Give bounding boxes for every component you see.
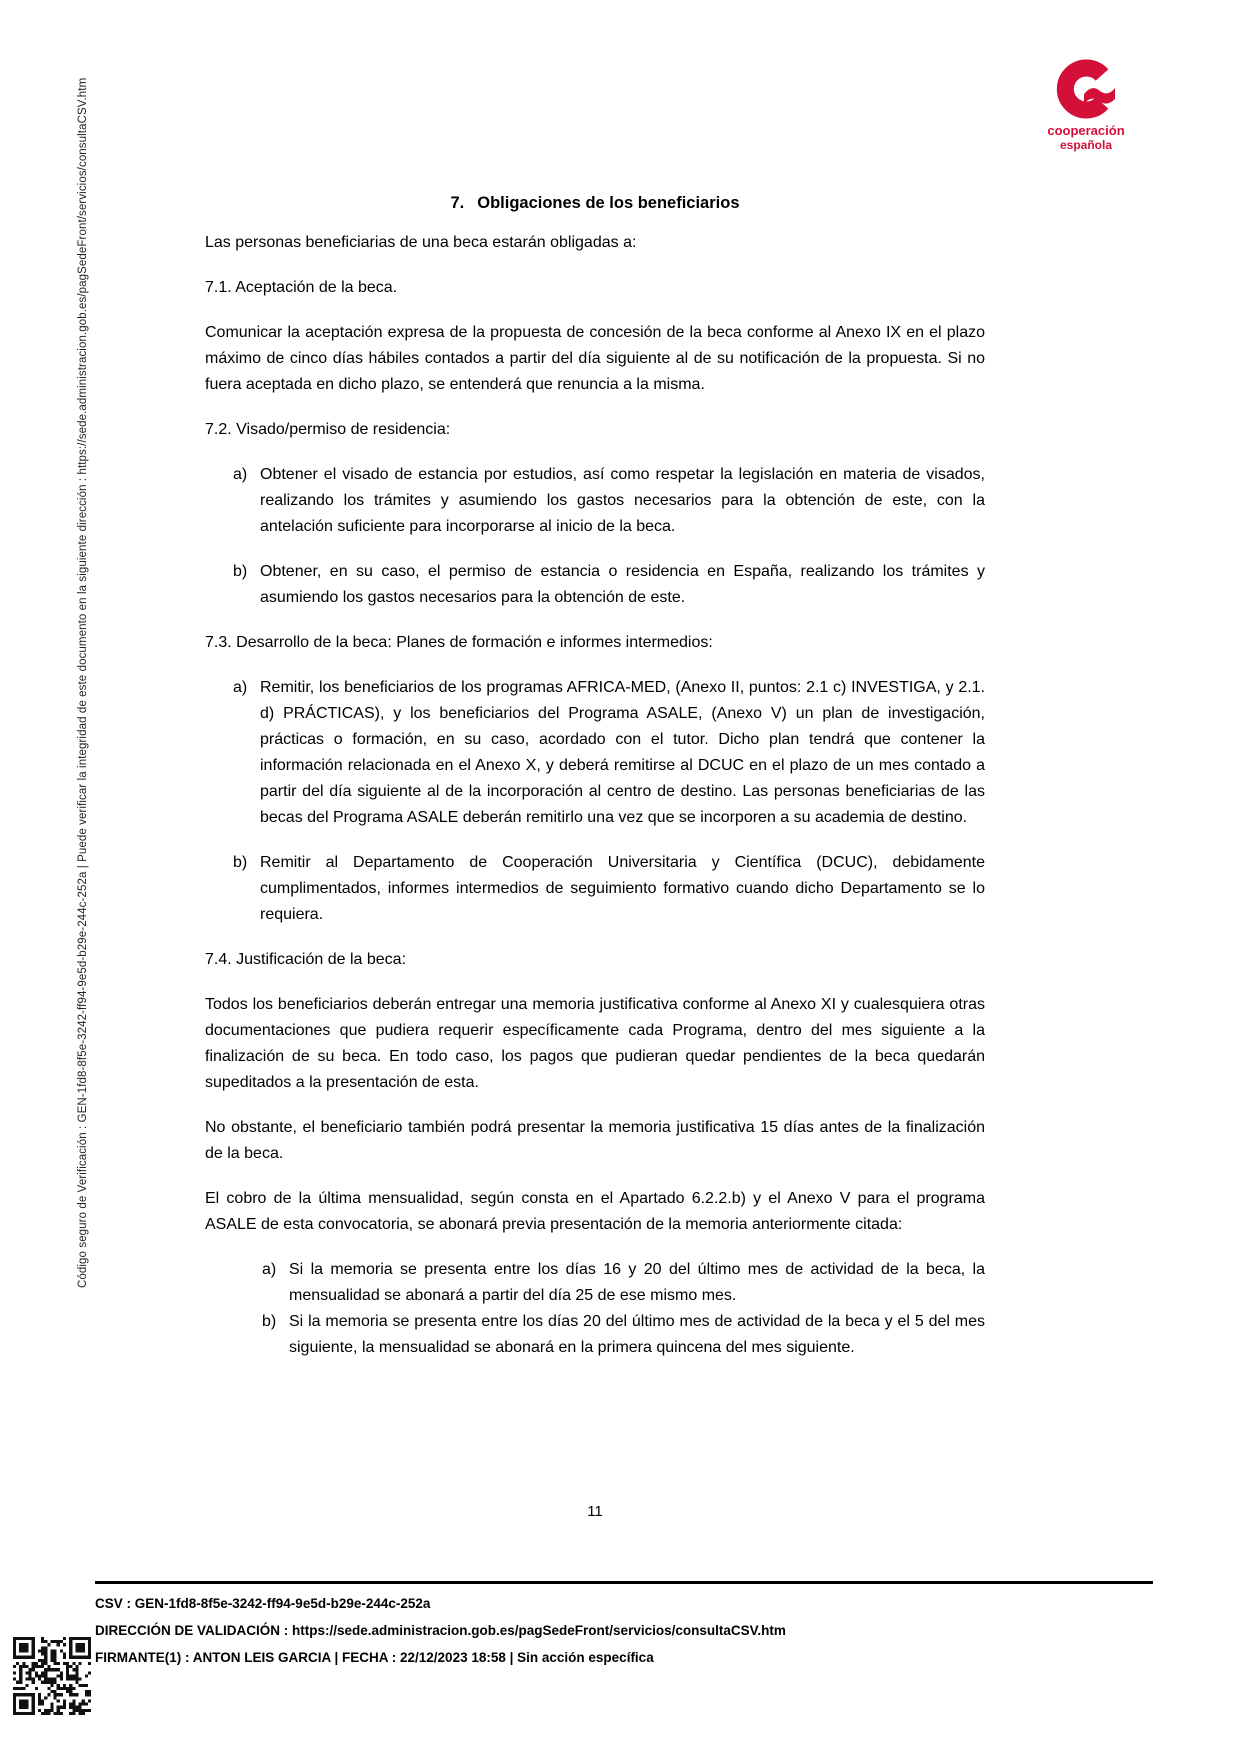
cooperacion-espanola-icon — [1038, 58, 1134, 120]
intro-paragraph: Las personas beneficiarias de una beca estarán obligadas a: — [205, 234, 637, 251]
footer-divider — [95, 1581, 1153, 1584]
list-item-marker: b) — [233, 563, 248, 580]
list-7-2 — [205, 462, 985, 611]
paragraph-7-1: Comunicar la aceptación expresa de la propuesta de concesión de la beca conforme al Anexo IX en el plazo máximo de cinco días hábiles contados a partir del día siguiente al de su notificación de la propuesta. Si no fuera aceptada en dicho plazo, se entenderá que renuncia a la misma. — [205, 324, 985, 393]
list-item-text: Obtener, en su caso, el permiso de estancia o residencia en España, realizando los trámites y asumiendo los gastos necesarios para la obtención de este. — [260, 563, 985, 606]
footer-signer: FIRMANTE(1) : ANTON LEIS GARCIA | FECHA : 22/12/2023 18:58 | Sin acción específica — [95, 1650, 654, 1665]
list-item-text: Si la memoria se presenta entre los días 20 del último mes de actividad de la beca y el 5 del mes siguiente, la mensualidad se abonará en la primera quincena del mes siguiente. — [289, 1313, 985, 1356]
list-item — [262, 1309, 985, 1361]
list-item — [233, 462, 985, 540]
section-title-number: 7. — [450, 194, 465, 212]
list-7-3 — [205, 675, 985, 928]
footer — [95, 1590, 1155, 1671]
document-body — [205, 190, 985, 1361]
list-item-marker: a) — [233, 679, 248, 696]
list-item — [262, 1257, 985, 1309]
paragraph-7-4-1: Todos los beneficiarios deberán entregar una memoria justificativa conforme al Anexo XI y cualesquiera otras documentaciones que pudiera requerir específicamente cada Programa, dentro del mes siguiente a la finalización de su beca. En todo caso, los pagos que pudieran quedar pendientes de la beca quedarán supeditados a la presentación de esta. — [205, 996, 985, 1091]
heading-7-3: 7.3. Desarrollo de la beca: Planes de formación e informes intermedios: — [205, 634, 713, 651]
list-item-marker: a) — [233, 466, 248, 483]
list-item-marker: a) — [262, 1261, 277, 1278]
list-item-marker: b) — [262, 1313, 277, 1330]
list-item — [233, 675, 985, 831]
qr-code-icon — [13, 1637, 91, 1715]
section-title-text: Obligaciones de los beneficiarios — [477, 194, 740, 212]
list-item — [233, 850, 985, 928]
list-item-marker: b) — [233, 854, 248, 871]
list-item-text: Remitir, los beneficiarios de los programas AFRICA-MED, (Anexo II, puntos: 2.1 c) INVESTIGA, y 2.1. d) PRÁCTICAS), y los beneficiarios del Programa ASALE, (Anexo V) un plan de investigación, prácticas o formación, en su caso, acordado con el tutor. Dicho plan tendrá que contener la información relacionada en el Anexo X, y deberá remitirse al DCUC en el plazo de un mes contado a partir del día siguiente al de la incorporación al centro de destino. Las personas beneficiarias de las becas del Programa ASALE deberán remitirlo una vez que se incorporen a su academia de destino. — [260, 679, 985, 826]
csv-verification-vertical-text: Código seguro de Verificación : GEN-1fd8-8f5e-3242-ff94-9e5d-b29e-244c-252a | Puede verificar la integridad de este documento en la siguiente dirección : https://sede.administracion.gob.es/pagSedeFront/servicios/consultaCSV.htm — [77, 77, 89, 1288]
list-item-text: Obtener el visado de estancia por estudios, así como respetar la legislación en materia de visados, realizando los trámites y asumiendo los gastos necesarios para la obtención de este, con la antelación suficiente para incorporarse al inicio de la beca. — [260, 466, 985, 535]
paragraph-7-4-3: El cobro de la última mensualidad, según consta en el Apartado 6.2.2.b) y el Anexo V para el programa ASALE de esta convocatoria, se abonará previa presentación de la memoria anteriormente citada: — [205, 1190, 985, 1233]
logo-wordmark-line1: cooperación — [1047, 123, 1125, 138]
heading-7-2: 7.2. Visado/permiso de residencia: — [205, 421, 451, 438]
footer-csv: CSV : GEN-1fd8-8f5e-3242-ff94-9e5d-b29e-244c-252a — [95, 1596, 431, 1611]
list-7-4 — [205, 1257, 985, 1361]
list-item — [233, 559, 985, 611]
cooperacion-espanola-logo — [1038, 58, 1134, 152]
section-title — [205, 190, 985, 216]
paragraph-7-4-2: No obstante, el beneficiario también podrá presentar la memoria justificativa 15 días antes de la finalización de la beca. — [205, 1119, 985, 1162]
list-item-text: Si la memoria se presenta entre los días 16 y 20 del último mes de actividad de la beca, la mensualidad se abonará a partir del día 25 de ese mismo mes. — [289, 1261, 985, 1304]
list-item-text: Remitir al Departamento de Cooperación Universitaria y Científica (DCUC), debidamente cumplimentados, informes intermedios de seguimiento formativo cuando dicho Departamento se lo requiera. — [260, 854, 985, 923]
heading-7-4: 7.4. Justificación de la beca: — [205, 951, 407, 968]
page-number: 11 — [587, 1503, 603, 1520]
heading-7-1: 7.1. Aceptación de la beca. — [205, 279, 398, 296]
footer-validation-url: DIRECCIÓN DE VALIDACIÓN : https://sede.administracion.gob.es/pagSedeFront/servicios/consultaCSV.htm — [95, 1623, 786, 1638]
logo-wordmark-line2: española — [1059, 138, 1113, 152]
